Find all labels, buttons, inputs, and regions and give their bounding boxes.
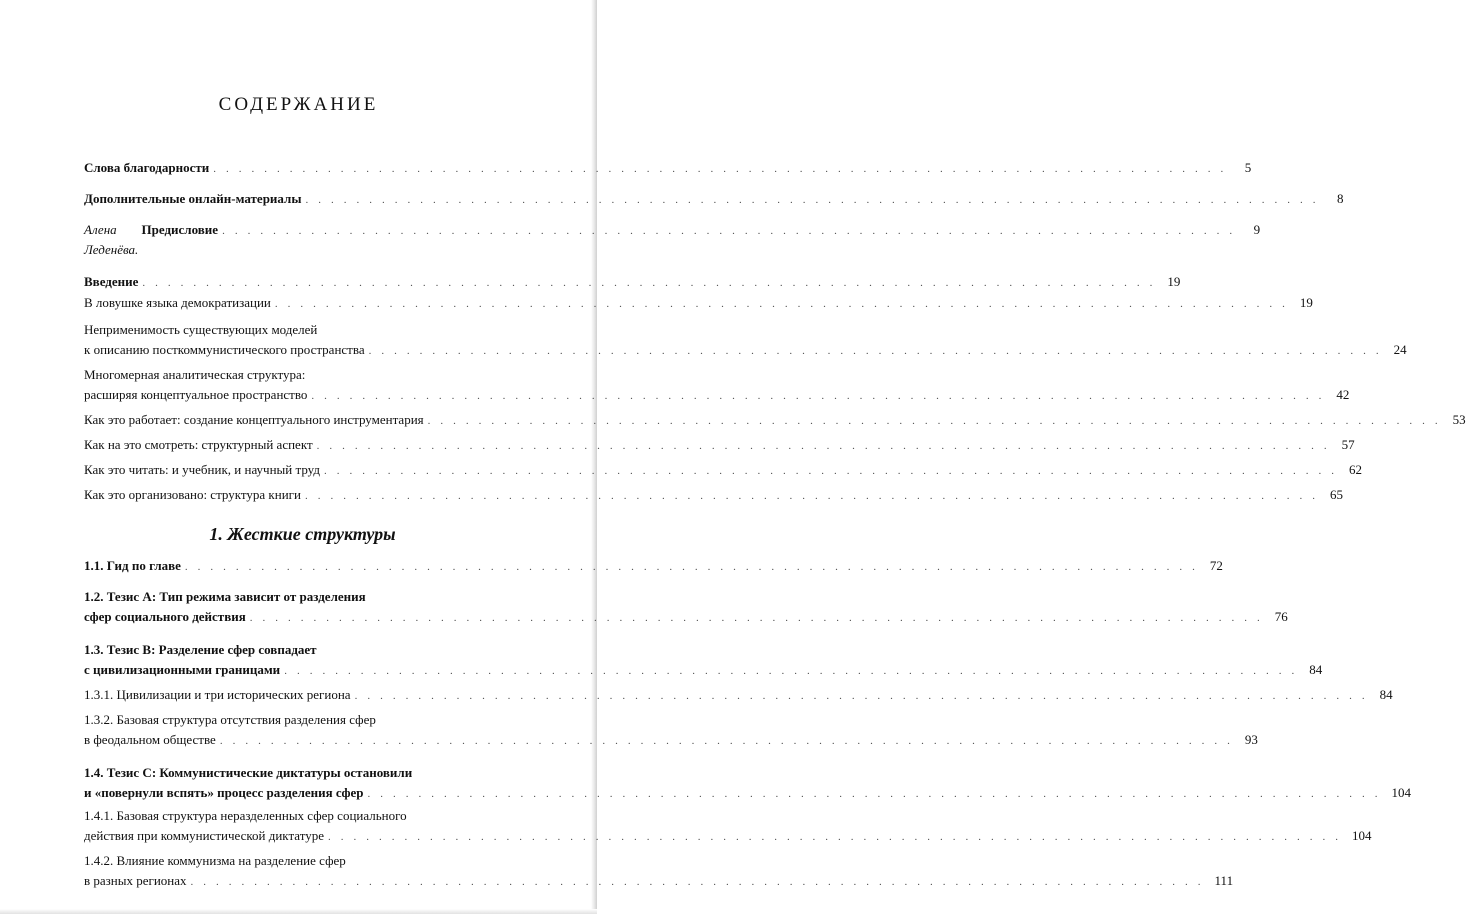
toc-entry-text: с цивилизационными границами (84, 662, 281, 677)
toc-entry (84, 763, 1412, 804)
dot-leader: ................................................................................ (316, 440, 1337, 452)
toc-entry-text: 1.1. Гид по главе (84, 558, 181, 573)
toc-entry (84, 189, 1344, 210)
dot-leader: ................................................................................ (328, 831, 1348, 843)
dot-leader: ................................................................................ (427, 415, 1448, 427)
toc-entry (84, 851, 1234, 892)
toc-page-number: 24 (1393, 342, 1407, 357)
toc-entry (84, 587, 1288, 628)
toc-entry-text: В ловушке языка демократизации (84, 295, 271, 310)
toc-page-number: 111 (1214, 873, 1234, 888)
toc-entry-text: в феодальном обществе (84, 732, 216, 747)
toc-entry-text: Введение (84, 274, 139, 289)
toc-page-number: 104 (1391, 785, 1412, 800)
toc-entry (84, 410, 1466, 431)
toc-entry (84, 293, 1313, 314)
dot-leader: ................................................................................ (184, 561, 1205, 573)
toc-page-number: 19 (1167, 274, 1181, 289)
toc-entry (84, 485, 1343, 506)
dot-leader: ................................................................................ (304, 490, 1325, 502)
page-title: СОДЕРЖАНИЕ (218, 94, 379, 115)
toc-entry (84, 435, 1355, 456)
toc-entry-text: Как это организовано: структура книги (84, 487, 301, 502)
chapter-heading: 1. Жесткие структуры (209, 524, 396, 544)
toc-page-number: 65 (1329, 487, 1343, 502)
toc-page-number: 76 (1274, 609, 1288, 624)
dot-leader: ................................................................................ (222, 225, 1243, 237)
toc-entry (84, 640, 1323, 681)
toc-entry (84, 320, 1407, 361)
toc-entry-text: в разных регионах (84, 873, 187, 888)
toc-entry (84, 158, 1252, 179)
toc-page-number: 57 (1341, 437, 1355, 452)
dot-leader: ................................................................................ (305, 194, 1326, 206)
page-edge-shadow-right (591, 0, 597, 914)
toc-page-number: 42 (1336, 387, 1350, 402)
toc-entry-text: к описанию посткоммунистического пространства (84, 342, 365, 357)
toc-entry-text: Дополнительные онлайн-материалы (84, 191, 302, 206)
dot-leader: ................................................................................ (367, 788, 1388, 800)
toc-entry (84, 556, 1223, 577)
toc-page-number: 53 (1452, 412, 1466, 427)
toc-entry-text: 1.4.2. Влияние коммунизма на разделение сфер (84, 853, 346, 868)
toc-entry-text: 1.4. Тезис С: Коммунистические диктатуры остановили (84, 765, 413, 780)
toc-entry (84, 806, 1372, 847)
toc-page-number: 104 (1352, 828, 1372, 843)
toc-entry-text: Неприменимость существующих моделей (84, 322, 318, 337)
dot-leader: ................................................................................ (219, 735, 1240, 747)
dot-leader: ................................................................................ (213, 163, 1234, 175)
toc-page-number: 8 (1336, 191, 1344, 206)
toc-entry-text: 1.3.1. Цивилизации и три исторических региона (84, 687, 351, 702)
toc-entry-text: Как это читать: и учебник, и научный труд (84, 462, 320, 477)
toc-entry (84, 710, 1258, 751)
toc-page-number: 5 (1244, 160, 1252, 175)
dot-leader: ................................................................................ (142, 277, 1163, 289)
toc-page-number: 84 (1309, 662, 1323, 677)
dot-leader: ................................................................................ (354, 690, 1375, 702)
toc-entry-text: 1.2. Тезис А: Тип режима зависит от разделения (84, 589, 366, 604)
dot-leader: ................................................................................ (190, 876, 1211, 888)
table-of-contents (84, 158, 1466, 892)
dot-leader: ................................................................................ (284, 665, 1305, 677)
dot-leader: ................................................................................ (249, 612, 1270, 624)
dot-leader: ................................................................................ (323, 465, 1344, 477)
toc-entry-author: Алена Леденёва. (84, 222, 139, 257)
toc-entry (84, 685, 1393, 706)
page-edge-shadow-bottom (0, 909, 597, 914)
dot-leader: ................................................................................ (368, 345, 1389, 357)
toc-page-number: 72 (1209, 558, 1223, 573)
toc-entry (84, 220, 1261, 260)
toc-entry (84, 272, 1181, 293)
dot-leader: ................................................................................ (311, 390, 1332, 402)
toc-entry-text: Как на это смотреть: структурный аспект (84, 437, 313, 452)
toc-entry-text: действия при коммунистической диктатуре (84, 828, 324, 843)
toc-page-number: 62 (1348, 462, 1362, 477)
toc-entry-text: 1.4.1. Базовая структура неразделенных сфер социального (84, 808, 407, 823)
dot-leader: ................................................................................ (274, 298, 1295, 310)
toc-entry-text: Предисловие (141, 222, 219, 237)
toc-page-number: 19 (1299, 295, 1313, 310)
toc-entry-text: расширяя концептуальное пространство (84, 387, 308, 402)
toc-page-number: 84 (1379, 687, 1393, 702)
toc-page-number: 9 (1253, 222, 1261, 237)
toc-entry (84, 460, 1362, 481)
toc-page-number: 93 (1244, 732, 1258, 747)
toc-entry (84, 365, 1350, 406)
toc-entry-text: сфер социального действия (84, 609, 246, 624)
toc-entry-text: Как это работает: создание концептуального инструментария (84, 412, 424, 427)
toc-entry-text: 1.3.2. Базовая структура отсутствия разделения сфер (84, 712, 376, 727)
toc-entry-text: и «повернули вспять» процесс разделения сфер (84, 785, 364, 800)
toc-entry-text: 1.3. Тезис В: Разделение сфер совпадает (84, 642, 317, 657)
toc-entry-text: Многомерная аналитическая структура: (84, 367, 306, 382)
toc-entry-text: Слова благодарности (84, 160, 210, 175)
